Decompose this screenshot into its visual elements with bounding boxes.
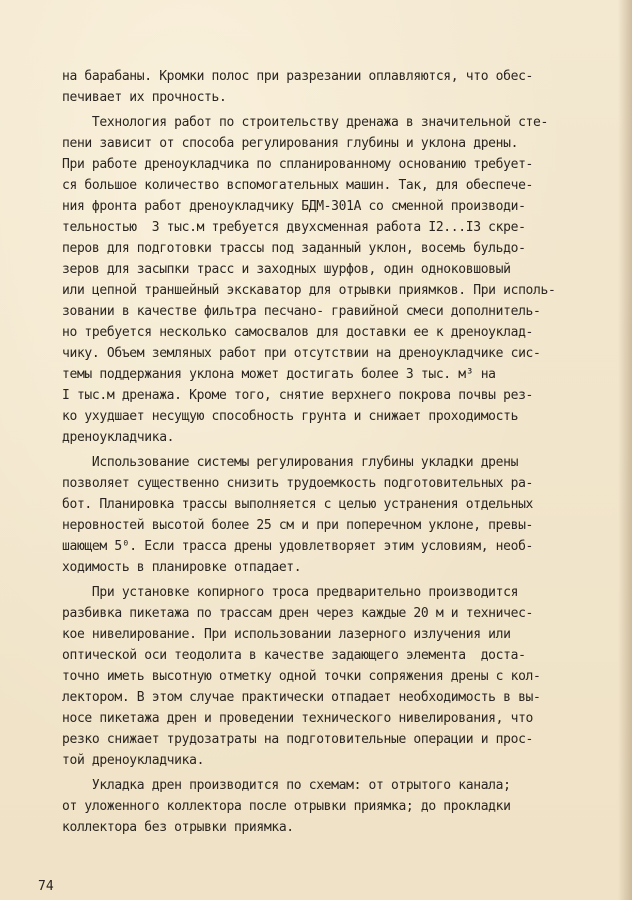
text-line: кое нивелирование. При использовании лазерного излучения или bbox=[62, 627, 511, 642]
text-line: перов для подготовки трассы под заданный уклон, восемь бульдо- bbox=[62, 241, 526, 256]
text-line: позволяет существенно снизить трудоемкость подготовительных ра- bbox=[62, 476, 534, 491]
text-line: коллектора без отрывки приямка. bbox=[62, 820, 294, 835]
page-number: 74 bbox=[38, 879, 54, 894]
text-line: на барабаны. Кромки полос при разрезании оплавляются, что обес- bbox=[62, 69, 534, 84]
text-line: ко ухудшает несущую способность грунта и снижает проходимость bbox=[62, 409, 519, 424]
text-line: ходимость в планировке отпадает. bbox=[62, 560, 302, 575]
text-line: тельностью 3 тыс.м требуется двухсменная работа I2...I3 скре- bbox=[62, 220, 526, 235]
text-line: ся большое количество вспомогательных машин. Так, для обеспече- bbox=[62, 178, 534, 193]
text-line: но требуется несколько самосвалов для доставки ее к дреноуклад- bbox=[62, 325, 534, 340]
text-line: печивает их прочность. bbox=[62, 90, 227, 105]
text-line: Укладка дрен производится по схемам: от отрытого канала; bbox=[62, 778, 511, 793]
text-line: неровностей высотой более 25 см и при поперечном уклоне, превы- bbox=[62, 518, 534, 533]
text-line: чику. Объем земляных работ при отсутствии на дреноукладчике сис- bbox=[62, 346, 541, 361]
text-line: разбивка пикетажа по трассам дрен через каждые 20 м и техничес- bbox=[62, 606, 534, 621]
text-line: от уложенного коллектора после отрывки приямка; до прокладки bbox=[62, 799, 511, 814]
text-line: При работе дреноукладчика по спланированному основанию требует- bbox=[62, 157, 534, 172]
text-line: I тыс.м дренажа. Кроме того, снятие верхнего покрова почвы рез- bbox=[62, 388, 534, 403]
text-line: ния фронта работ дреноукладчику БДМ-301А со сменной производи- bbox=[62, 199, 526, 214]
text-line: Технология работ по строительству дренажа в значительной сте- bbox=[62, 115, 548, 130]
text-line: пени зависит от способа регулирования глубины и уклона дрены. bbox=[62, 136, 519, 151]
text-line: зеров для засыпки трасс и заходных шурфов, один одноковшовый bbox=[62, 262, 511, 277]
text-line: резко снижает трудозатраты на подготовительные операции и прос- bbox=[62, 732, 534, 747]
text-line: темы поддержания уклона может достигать более 3 тыс. м³ на bbox=[62, 367, 496, 382]
text-line: При установке копирного троса предварительно производится bbox=[62, 585, 519, 600]
text-line: Использование системы регулирования глубины укладки дрены bbox=[62, 455, 519, 470]
text-line: лектором. В этом случае практически отпадает необходимость в вы- bbox=[62, 690, 541, 705]
page-edge-shadow bbox=[618, 0, 632, 900]
text-line: зовании в качестве фильтра песчано- гравийной смеси дополнитель- bbox=[62, 304, 541, 319]
text-line: оптической оси теодолита в качестве задающего элемента доста- bbox=[62, 648, 526, 663]
text-line: дреноукладчика. bbox=[62, 430, 175, 445]
text-line: бот. Планировка трассы выполняется с целью устранения отдельных bbox=[62, 497, 534, 512]
text-line: носе пикетажа дрен и проведении технического нивелирования, что bbox=[62, 711, 534, 726]
text-line: точно иметь высотную отметку одной точки сопряжения дрены с кол- bbox=[62, 669, 541, 684]
body-text bbox=[62, 66, 602, 838]
text-line: шающем 5⁰. Если трасса дрены удовлетворяет этим условиям, необ- bbox=[62, 539, 534, 554]
text-line: или цепной траншейный экскаватор для отрывки приямков. При исполь- bbox=[62, 283, 556, 298]
text-line: той дреноукладчика. bbox=[62, 753, 205, 768]
